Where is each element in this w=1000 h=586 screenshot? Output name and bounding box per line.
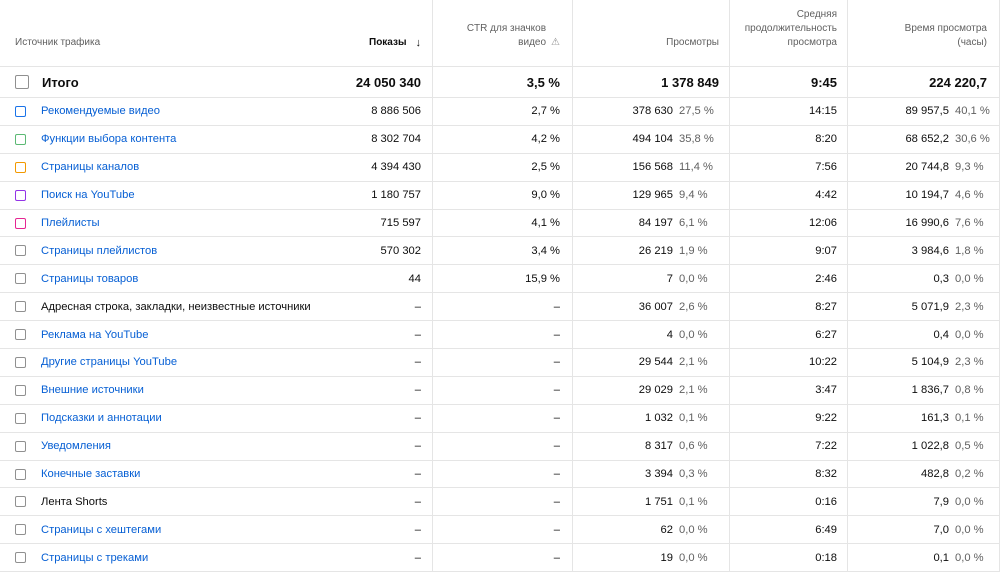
watch-time-cell — [848, 237, 1000, 264]
column-header-impressions[interactable] — [322, 0, 433, 66]
views-value: 84 197 — [638, 217, 673, 229]
source-cell — [0, 154, 322, 181]
impressions-cell: – — [322, 293, 433, 320]
source-label[interactable]: Страницы каналов — [41, 161, 140, 174]
table-row — [0, 488, 1000, 516]
watch-time-cell — [848, 349, 1000, 376]
column-header-views[interactable] — [573, 0, 730, 66]
total-views: 1 378 849 — [573, 67, 730, 97]
table-row — [0, 154, 1000, 182]
views-percent: 0,1 % — [679, 412, 708, 425]
impressions-cell: – — [322, 433, 433, 460]
watch-time-cell — [848, 98, 1000, 125]
watch-time-value: 3 984,6 — [911, 244, 949, 257]
watch-time-cell — [848, 154, 1000, 181]
column-header-ctr[interactable] — [433, 0, 573, 66]
avg-duration-cell: 0:18 — [730, 544, 848, 571]
views-cell — [573, 516, 730, 543]
ctr-cell: – — [433, 433, 573, 460]
row-checkbox[interactable] — [15, 552, 26, 563]
views-percent: 2,1 % — [679, 384, 708, 397]
watch-time-cell — [848, 126, 1000, 153]
views-cell — [573, 405, 730, 432]
source-label[interactable]: Страницы товаров — [41, 272, 139, 285]
views-cell — [573, 349, 730, 376]
row-checkbox[interactable] — [15, 106, 26, 117]
views-value: 29 029 — [638, 384, 673, 397]
table-body — [0, 98, 1000, 572]
impressions-cell: – — [322, 488, 433, 515]
row-checkbox[interactable] — [15, 496, 26, 507]
views-value: 129 965 — [632, 189, 673, 202]
watch-time-cell — [848, 405, 1000, 432]
ctr-cell: – — [433, 293, 573, 320]
table-row — [0, 516, 1000, 544]
avg-duration-cell: 0:16 — [730, 488, 848, 515]
ctr-cell: 9,0 % — [433, 182, 573, 209]
views-value: 29 544 — [638, 356, 673, 369]
watch-time-value: 0,3 — [933, 272, 949, 285]
watch-time-cell — [848, 265, 1000, 292]
ctr-cell: 4,1 % — [433, 210, 573, 237]
watch-time-percent: 0,5 % — [955, 440, 984, 453]
column-header-watch-time-label: Время просмотра (часы) — [904, 23, 987, 48]
avg-duration-cell: 7:22 — [730, 433, 848, 460]
views-percent: 35,8 % — [679, 133, 714, 146]
impressions-cell: 4 394 430 — [322, 154, 433, 181]
table-row — [0, 405, 1000, 433]
table-row — [0, 377, 1000, 405]
views-value: 19 — [660, 551, 673, 564]
views-value: 4 — [666, 328, 673, 341]
source-label[interactable]: Подсказки и аннотации — [41, 412, 162, 425]
column-header-ctr-label: CTR для значков видео — [466, 23, 547, 48]
row-checkbox[interactable] — [15, 469, 26, 480]
watch-time-percent: 40,1 % — [955, 105, 990, 118]
watch-time-percent: 2,3 % — [955, 356, 984, 369]
ctr-cell: 2,5 % — [433, 154, 573, 181]
watch-time-percent: 9,3 % — [955, 161, 984, 174]
watch-time-cell — [848, 516, 1000, 543]
watch-time-cell — [848, 182, 1000, 209]
views-percent: 6,1 % — [679, 217, 708, 229]
impressions-cell: – — [322, 405, 433, 432]
avg-duration-cell: 7:56 — [730, 154, 848, 181]
watch-time-value: 16 990,6 — [905, 217, 949, 229]
table-row — [0, 237, 1000, 265]
column-header-views-label: Просмотры — [666, 37, 719, 48]
views-value: 378 630 — [632, 105, 673, 118]
row-checkbox[interactable] — [15, 441, 26, 452]
watch-time-percent: 0,1 % — [955, 412, 984, 425]
source-label[interactable]: Страницы с хештегами — [41, 523, 162, 536]
views-percent: 0,0 % — [679, 272, 708, 285]
source-cell — [0, 461, 322, 488]
table-row — [0, 98, 1000, 126]
impressions-cell: 715 597 — [322, 210, 433, 237]
total-checkbox[interactable] — [15, 75, 29, 89]
watch-time-percent: 0,0 % — [955, 272, 984, 285]
watch-time-value: 1 836,7 — [911, 384, 949, 397]
source-label[interactable]: Плейлисты — [41, 217, 100, 229]
views-percent: 1,9 % — [679, 244, 708, 257]
views-percent: 9,4 % — [679, 189, 708, 202]
views-value: 156 568 — [632, 161, 673, 174]
views-value: 3 394 — [645, 468, 673, 481]
views-cell — [573, 154, 730, 181]
ctr-cell: 3,4 % — [433, 237, 573, 264]
impressions-cell: 8 302 704 — [322, 126, 433, 153]
views-cell — [573, 126, 730, 153]
watch-time-cell — [848, 488, 1000, 515]
source-label[interactable]: Рекомендуемые видео — [41, 105, 160, 118]
source-label[interactable]: Конечные заставки — [41, 468, 141, 481]
row-checkbox[interactable] — [15, 524, 26, 535]
source-label[interactable]: Страницы с треками — [41, 551, 149, 564]
views-value: 36 007 — [638, 300, 673, 313]
watch-time-percent: 0,0 % — [955, 551, 984, 564]
views-cell — [573, 377, 730, 404]
ctr-cell: 4,2 % — [433, 126, 573, 153]
source-cell — [0, 210, 322, 237]
views-cell — [573, 210, 730, 237]
column-header-avg-duration[interactable] — [730, 0, 848, 66]
source-cell — [0, 182, 322, 209]
watch-time-value: 5 071,9 — [911, 300, 949, 313]
table-row — [0, 461, 1000, 489]
views-cell — [573, 321, 730, 348]
watch-time-value: 20 744,8 — [905, 161, 949, 174]
ctr-cell: – — [433, 544, 573, 571]
ctr-cell: – — [433, 349, 573, 376]
watch-time-value: 0,4 — [933, 328, 949, 341]
source-label[interactable]: Уведомления — [41, 440, 111, 453]
views-percent: 0,0 % — [679, 523, 708, 536]
watch-time-value: 5 104,9 — [911, 356, 949, 369]
watch-time-percent: 0,2 % — [955, 468, 984, 481]
watch-time-value: 68 652,2 — [905, 133, 949, 146]
watch-time-percent: 0,0 % — [955, 523, 984, 536]
source-cell — [0, 349, 322, 376]
total-row — [0, 67, 1000, 98]
ctr-cell: – — [433, 461, 573, 488]
watch-time-cell — [848, 461, 1000, 488]
impressions-cell: – — [322, 349, 433, 376]
watch-time-cell — [848, 321, 1000, 348]
row-checkbox[interactable] — [15, 273, 26, 284]
watch-time-value: 7,9 — [933, 495, 949, 508]
watch-time-value: 482,8 — [921, 468, 949, 481]
impressions-cell: – — [322, 377, 433, 404]
source-label[interactable]: Функции выбора контента — [41, 133, 177, 146]
table-row — [0, 433, 1000, 461]
views-cell — [573, 98, 730, 125]
ctr-cell: – — [433, 516, 573, 543]
impressions-cell: – — [322, 461, 433, 488]
views-cell — [573, 237, 730, 264]
views-percent: 0,1 % — [679, 495, 708, 508]
total-watch-time: 224 220,7 — [848, 67, 1000, 97]
source-cell — [0, 433, 322, 460]
views-value: 494 104 — [632, 133, 673, 146]
watch-time-percent: 1,8 % — [955, 244, 984, 257]
table-row — [0, 210, 1000, 238]
avg-duration-cell: 4:42 — [730, 182, 848, 209]
row-checkbox[interactable] — [15, 301, 26, 312]
watch-time-value: 1 022,8 — [911, 440, 949, 453]
watch-time-cell — [848, 433, 1000, 460]
views-cell — [573, 488, 730, 515]
total-source-cell — [0, 67, 322, 97]
views-cell — [573, 265, 730, 292]
views-percent: 27,5 % — [679, 105, 714, 118]
source-label[interactable]: Внешние источники — [41, 384, 144, 397]
table-row — [0, 265, 1000, 293]
ctr-cell: – — [433, 377, 573, 404]
row-checkbox[interactable] — [15, 245, 26, 256]
impressions-cell: 1 180 757 — [322, 182, 433, 209]
source-label[interactable]: Поиск на YouTube — [41, 189, 135, 202]
source-cell — [0, 237, 322, 264]
table-row — [0, 182, 1000, 210]
row-checkbox[interactable] — [15, 218, 26, 229]
source-label[interactable]: Реклама на YouTube — [41, 328, 149, 341]
source-cell — [0, 265, 322, 292]
impressions-cell: 44 — [322, 265, 433, 292]
impressions-cell: – — [322, 321, 433, 348]
views-cell — [573, 544, 730, 571]
watch-time-cell — [848, 544, 1000, 571]
avg-duration-cell: 2:46 — [730, 265, 848, 292]
avg-duration-cell: 9:07 — [730, 237, 848, 264]
total-ctr: 3,5 % — [433, 67, 573, 97]
column-header-source-label: Источник трафика — [15, 37, 101, 48]
watch-time-cell — [848, 210, 1000, 237]
total-impressions: 24 050 340 — [322, 67, 433, 97]
watch-time-value: 161,3 — [921, 412, 949, 425]
views-percent: 11,4 % — [679, 161, 713, 174]
column-header-source — [0, 0, 322, 66]
watch-time-cell — [848, 377, 1000, 404]
warning-icon[interactable]: ⚠ — [551, 37, 560, 48]
avg-duration-cell: 8:32 — [730, 461, 848, 488]
column-header-watch-time[interactable] — [848, 0, 1000, 66]
ctr-cell: – — [433, 321, 573, 348]
avg-duration-cell: 10:22 — [730, 349, 848, 376]
watch-time-percent: 0,0 % — [955, 328, 984, 341]
row-checkbox[interactable] — [15, 357, 26, 368]
views-percent: 0,0 % — [679, 328, 708, 341]
table-row — [0, 126, 1000, 154]
views-percent: 2,1 % — [679, 356, 708, 369]
avg-duration-cell: 6:27 — [730, 321, 848, 348]
avg-duration-cell: 8:27 — [730, 293, 848, 320]
views-value: 1 751 — [645, 495, 673, 508]
watch-time-percent: 0,8 % — [955, 384, 984, 397]
views-percent: 0,0 % — [679, 551, 708, 564]
total-label: Итого — [42, 74, 79, 90]
table-row — [0, 349, 1000, 377]
views-percent: 2,6 % — [679, 300, 708, 313]
source-label[interactable]: Страницы плейлистов — [41, 244, 158, 257]
views-cell — [573, 433, 730, 460]
watch-time-percent: 2,3 % — [955, 300, 984, 313]
avg-duration-cell: 6:49 — [730, 516, 848, 543]
source-cell — [0, 321, 322, 348]
row-checkbox[interactable] — [15, 385, 26, 396]
total-avg-duration: 9:45 — [730, 67, 848, 97]
source-cell — [0, 98, 322, 125]
views-value: 8 317 — [645, 440, 673, 453]
source-cell — [0, 405, 322, 432]
source-cell — [0, 293, 322, 320]
watch-time-percent: 30,6 % — [955, 133, 990, 146]
source-label[interactable]: Другие страницы YouTube — [41, 356, 178, 369]
source-label[interactable]: Лента Shorts — [41, 495, 108, 508]
table-row — [0, 544, 1000, 572]
watch-time-percent: 0,0 % — [955, 495, 984, 508]
table-row — [0, 293, 1000, 321]
views-cell — [573, 293, 730, 320]
watch-time-value: 10 194,7 — [905, 189, 949, 202]
source-cell — [0, 488, 322, 515]
views-percent: 0,3 % — [679, 468, 708, 481]
watch-time-value: 7,0 — [933, 523, 949, 536]
avg-duration-cell: 3:47 — [730, 377, 848, 404]
row-checkbox[interactable] — [15, 190, 26, 201]
views-value: 26 219 — [638, 244, 673, 257]
watch-time-percent: 4,6 % — [955, 189, 984, 202]
avg-duration-cell: 9:22 — [730, 405, 848, 432]
impressions-cell: 8 886 506 — [322, 98, 433, 125]
source-cell — [0, 377, 322, 404]
row-checkbox[interactable] — [15, 413, 26, 424]
source-label[interactable]: Адресная строка, закладки, неизвестные источники — [41, 300, 311, 313]
views-value: 1 032 — [645, 412, 673, 425]
source-cell — [0, 126, 322, 153]
ctr-cell: – — [433, 405, 573, 432]
impressions-cell: – — [322, 516, 433, 543]
column-header-avg-duration-label: Средняя продолжительность просмотра — [744, 9, 837, 48]
table-row — [0, 321, 1000, 349]
watch-time-cell — [848, 293, 1000, 320]
row-checkbox[interactable] — [15, 134, 26, 145]
source-cell — [0, 544, 322, 571]
row-checkbox[interactable] — [15, 162, 26, 173]
sort-down-arrow-icon[interactable]: ↓ — [415, 37, 421, 49]
source-cell — [0, 516, 322, 543]
watch-time-percent: 7,6 % — [955, 217, 984, 229]
impressions-cell: 570 302 — [322, 237, 433, 264]
views-value: 62 — [660, 523, 673, 536]
avg-duration-cell: 12:06 — [730, 210, 848, 237]
watch-time-value: 0,1 — [933, 551, 949, 564]
views-cell — [573, 461, 730, 488]
ctr-cell: 15,9 % — [433, 265, 573, 292]
avg-duration-cell: 14:15 — [730, 98, 848, 125]
views-value: 7 — [666, 272, 673, 285]
table-header — [0, 0, 1000, 67]
ctr-cell: – — [433, 488, 573, 515]
avg-duration-cell: 8:20 — [730, 126, 848, 153]
row-checkbox[interactable] — [15, 329, 26, 340]
column-header-impressions-label: Показы — [369, 37, 407, 48]
views-percent: 0,6 % — [679, 440, 708, 453]
views-cell — [573, 182, 730, 209]
impressions-cell: – — [322, 544, 433, 571]
ctr-cell: 2,7 % — [433, 98, 573, 125]
watch-time-value: 89 957,5 — [905, 105, 949, 118]
